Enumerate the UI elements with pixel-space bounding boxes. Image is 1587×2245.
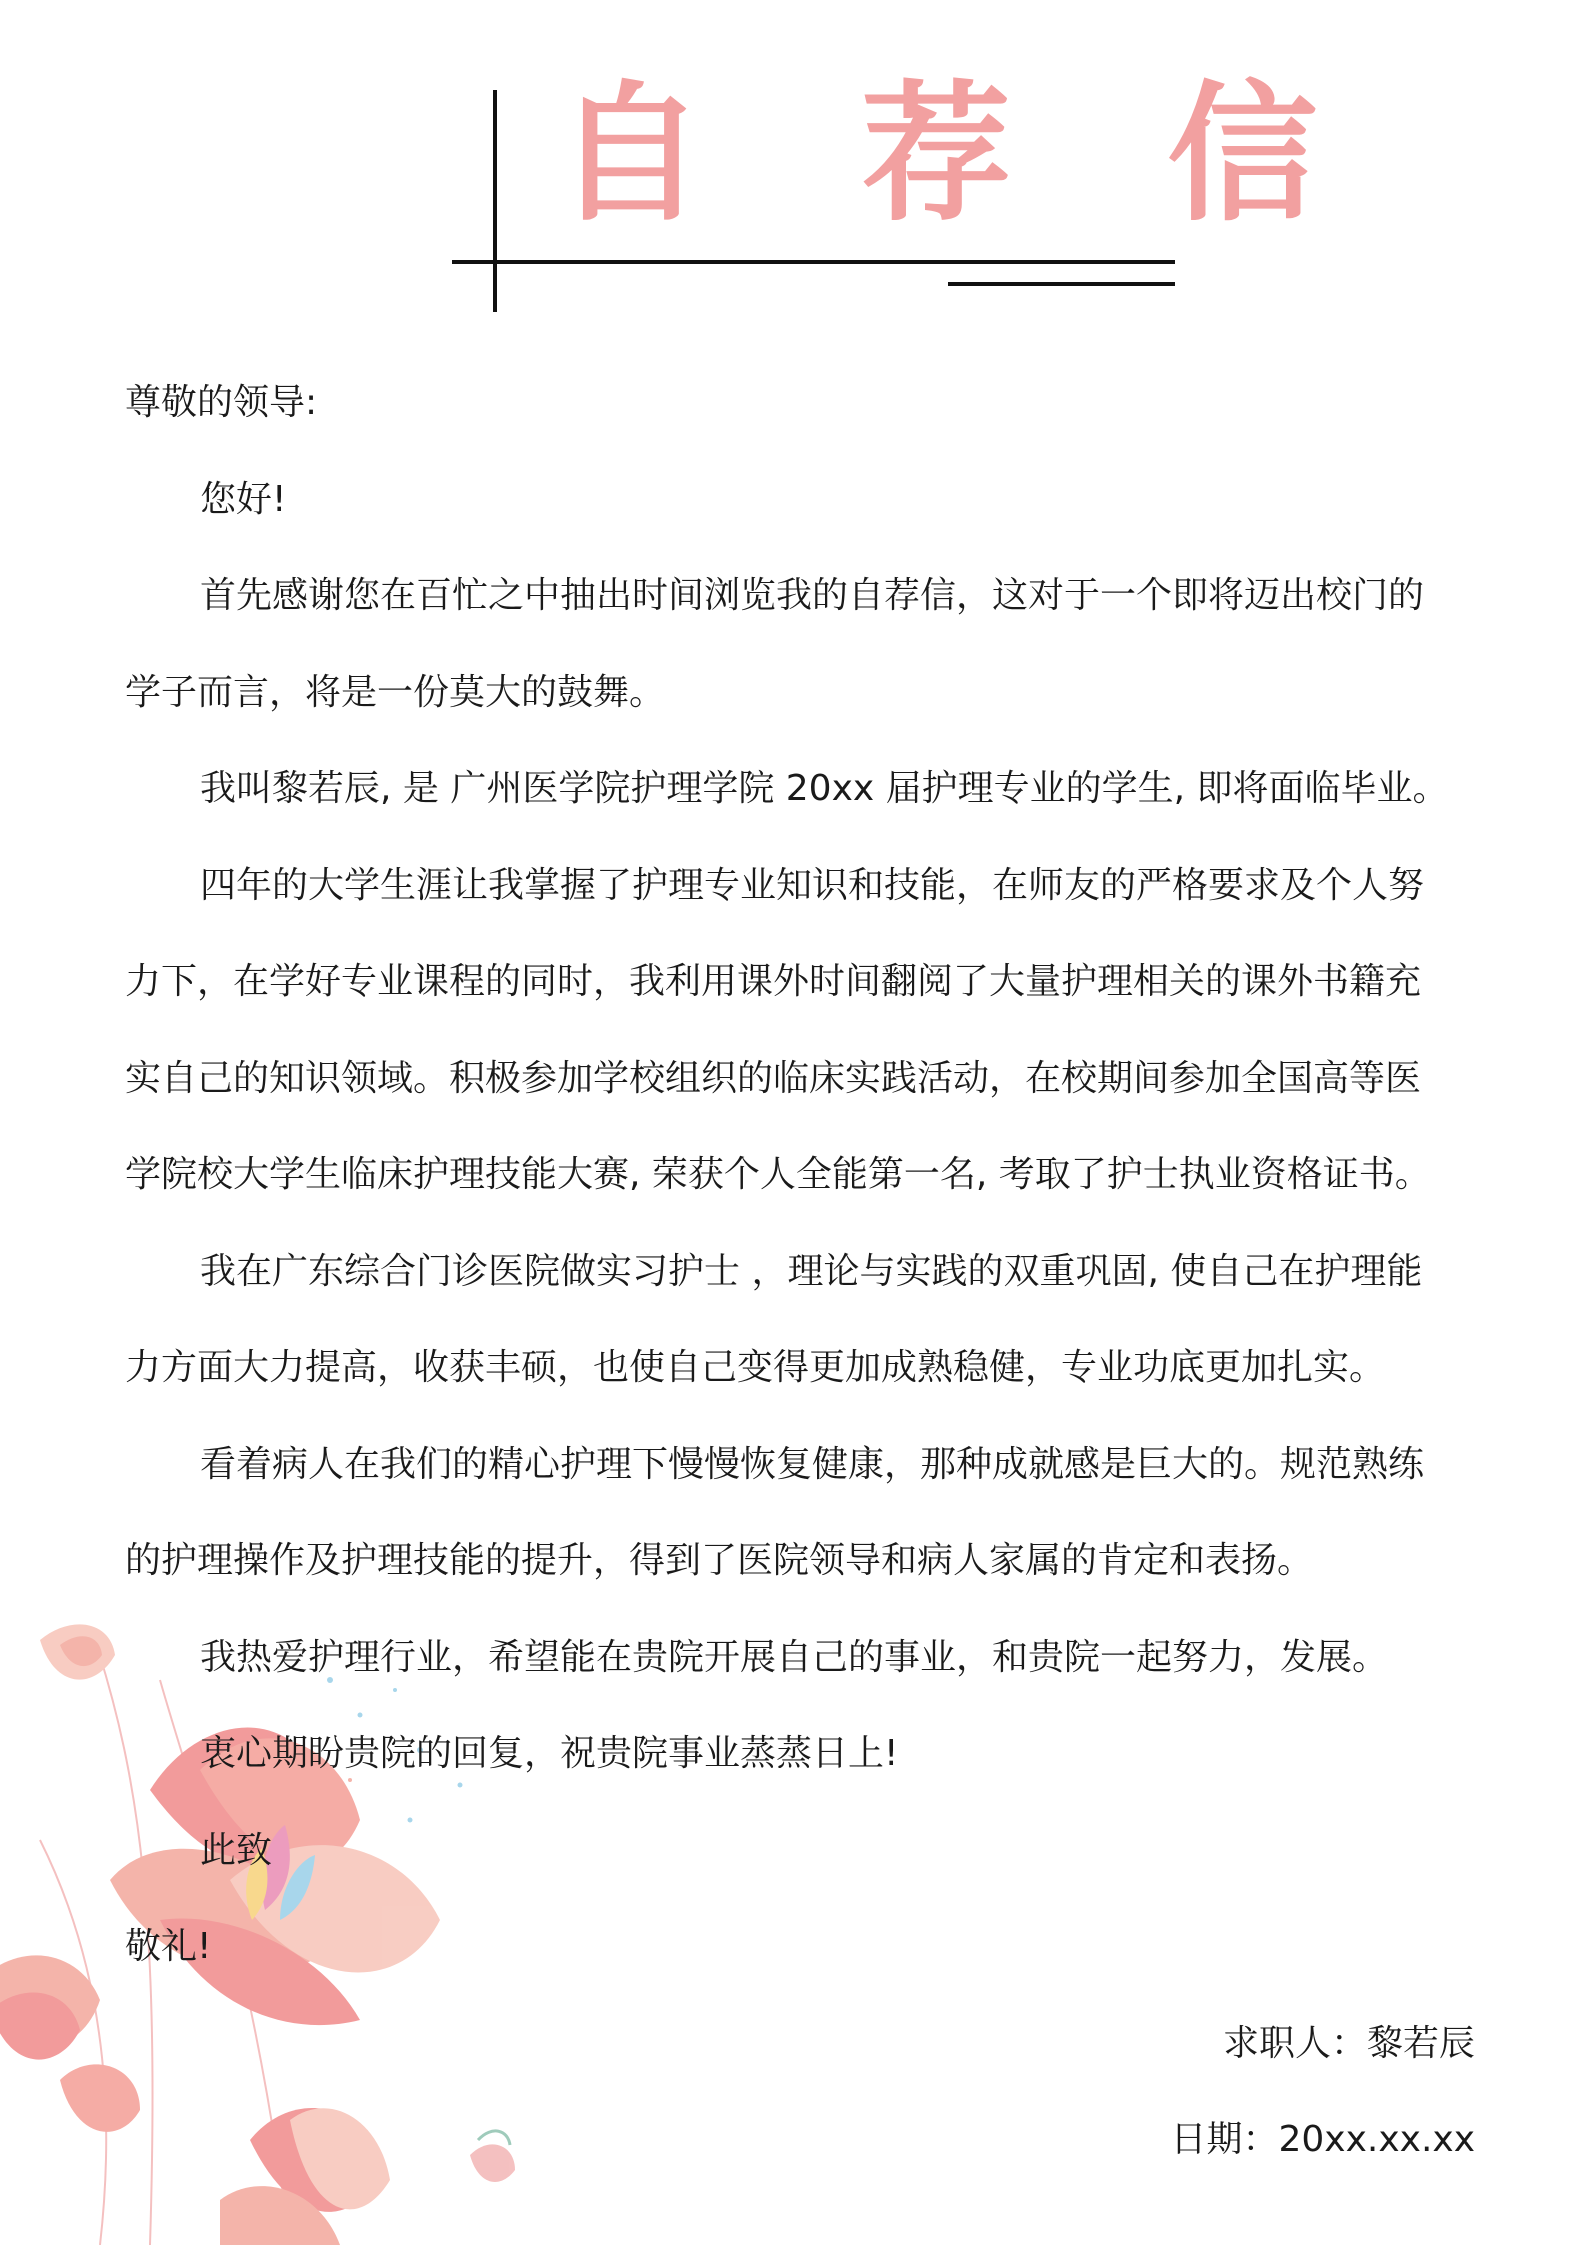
paragraph-line: 学子而言，将是一份莫大的鼓舞。	[125, 671, 666, 713]
paragraph-line: 力方面大力提高，收获丰硕，也使自己变得更加成熟稳健，专业功底更加扎实。	[125, 1347, 1386, 1388]
salute-line: 敬礼!	[125, 1926, 212, 1967]
paragraph-line: 实自己的知识领域。积极参加学校组织的临床实践活动，在校期间参加全国高等医	[125, 1057, 1422, 1099]
hello-line: 您好!	[200, 478, 287, 520]
paragraph-line: 我在广东综合门诊医院做实习护士 ，理论与实践的双重巩固, 使自己在护理能	[200, 1250, 1423, 1292]
paragraph-line: 四年的大学生涯让我掌握了护理专业知识和技能，在师友的严格要求及个人努	[200, 864, 1425, 906]
paragraph-line: 我叫黎若辰, 是 广州医学院护理学院 20xx 届护理专业的学生, 即将面临毕业。	[200, 768, 1449, 809]
date: 日期：20xx.xx.xx	[1170, 2119, 1475, 2160]
greeting: 尊敬的领导:	[125, 382, 318, 423]
paragraph-line: 首先感谢您在百忙之中抽出时间浏览我的自荐信，这对于一个即将迈出校门的	[200, 575, 1425, 616]
paragraph-line: 学院校大学生临床护理技能大赛, 荣获个人全能第一名, 考取了护士执业资格证书。	[125, 1154, 1431, 1195]
signature: 求职人：黎若辰	[1222, 2022, 1475, 2064]
paragraph-line: 看着病人在我们的精心护理下慢慢恢复健康，那种成就感是巨大的。规范熟练	[200, 1443, 1425, 1485]
closing-line: 此致	[200, 1829, 273, 1871]
letter-body	[125, 355, 1485, 2189]
paragraph-line: 衷心期盼贵院的回复，祝贵院事业蒸蒸日上!	[200, 1733, 899, 1774]
paragraph-line: 我热爱护理行业，希望能在贵院开展自己的事业，和贵院一起努力，发展。	[200, 1636, 1389, 1678]
paragraph-line: 力下，在学好专业课程的同时，我利用课外时间翻阅了大量护理相关的课外书籍充	[125, 961, 1422, 1002]
paragraph-line: 的护理操作及护理技能的提升，得到了医院领导和病人家属的肯定和表扬。	[125, 1540, 1314, 1581]
page-title: 自 荐 信	[555, 68, 1370, 242]
